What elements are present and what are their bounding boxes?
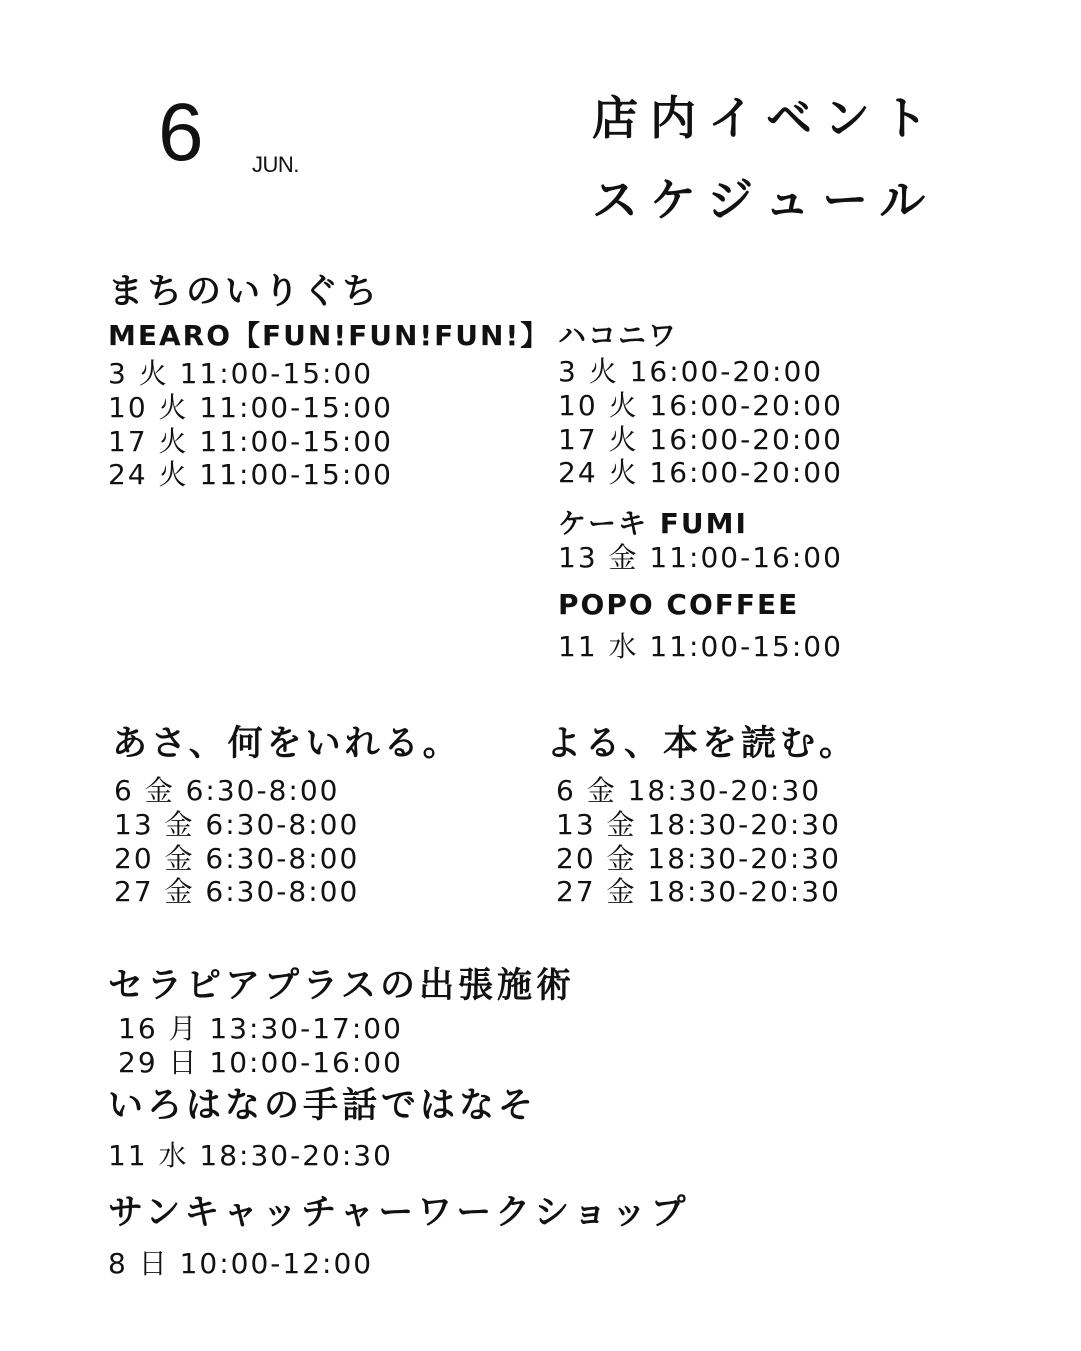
event-times-meaning <box>108 357 393 492</box>
time-entry: 17 火 16:00-20:00 <box>558 422 843 456</box>
event-times-yoru <box>556 774 841 909</box>
time-entry: 10 火 11:00-15:00 <box>108 390 393 424</box>
month-number: 6 <box>158 87 204 178</box>
time-entry: 17 火 11:00-15:00 <box>108 424 393 458</box>
time-entry: 20 金 18:30-20:30 <box>556 841 841 875</box>
time-entry: 3 火 11:00-15:00 <box>108 357 374 390</box>
time-entry: 3 火 16:00-20:00 <box>558 355 824 388</box>
time-entry: 11 水 18:30-20:30 <box>108 1139 393 1172</box>
time-entry: 27 金 6:30-8:00 <box>114 875 360 909</box>
event-times-asa <box>114 774 359 909</box>
time-entry: 10 火 16:00-20:00 <box>558 388 843 422</box>
event-times-hakoniwa <box>558 355 843 490</box>
section-title-therapia: セラピアプラスの出張施術 <box>108 966 575 1006</box>
time-entry: 6 金 6:30-8:00 <box>114 774 340 807</box>
section-title-yoru: よる、本を読む。 <box>546 724 859 764</box>
time-entry: 8 日 10:00-12:00 <box>108 1247 374 1280</box>
time-entry: 27 金 18:30-20:30 <box>556 875 841 909</box>
event-name-cake: ケーキ FUMI <box>558 507 748 540</box>
page-title-line2: スケジュール <box>592 173 938 227</box>
event-name-hakoniwa: ハコニワ <box>558 319 679 352</box>
month-abbr: JUN. <box>252 152 299 177</box>
time-entry: 16 月 13:30-17:00 <box>118 1012 403 1045</box>
section-title-machi: まちのいりぐち <box>108 272 382 312</box>
time-entry: 24 火 16:00-20:00 <box>558 456 843 490</box>
time-entry: 24 火 11:00-15:00 <box>108 458 393 492</box>
time-entry: 13 金 11:00-16:00 <box>558 541 843 574</box>
time-entry: 20 金 6:30-8:00 <box>114 841 360 875</box>
event-times-iroha <box>108 1139 393 1173</box>
time-entry: 13 金 6:30-8:00 <box>114 807 360 841</box>
time-entry: 13 金 18:30-20:30 <box>556 807 841 841</box>
event-times-suncatcher <box>108 1247 373 1281</box>
time-entry: 11 水 11:00-15:00 <box>558 630 843 663</box>
page-title-line1: 店内イベント <box>592 91 940 145</box>
section-title-iroha: いろはなの手話ではなそ <box>108 1086 538 1126</box>
event-times-therapia <box>118 1012 403 1080</box>
section-title-suncatcher: サンキャッチャーワークショップ <box>108 1193 690 1233</box>
event-name-popo: POPO COFFEE <box>558 588 800 621</box>
event-times-popo <box>558 630 843 664</box>
time-entry: 29 日 10:00-16:00 <box>118 1045 403 1079</box>
time-entry: 6 金 18:30-20:30 <box>556 774 822 807</box>
section-title-asa: あさ、何をいれる。 <box>112 724 462 764</box>
event-times-cake <box>558 541 843 575</box>
event-name-meaning: MEARO【FUN!FUN!FUN!】 <box>108 319 551 352</box>
